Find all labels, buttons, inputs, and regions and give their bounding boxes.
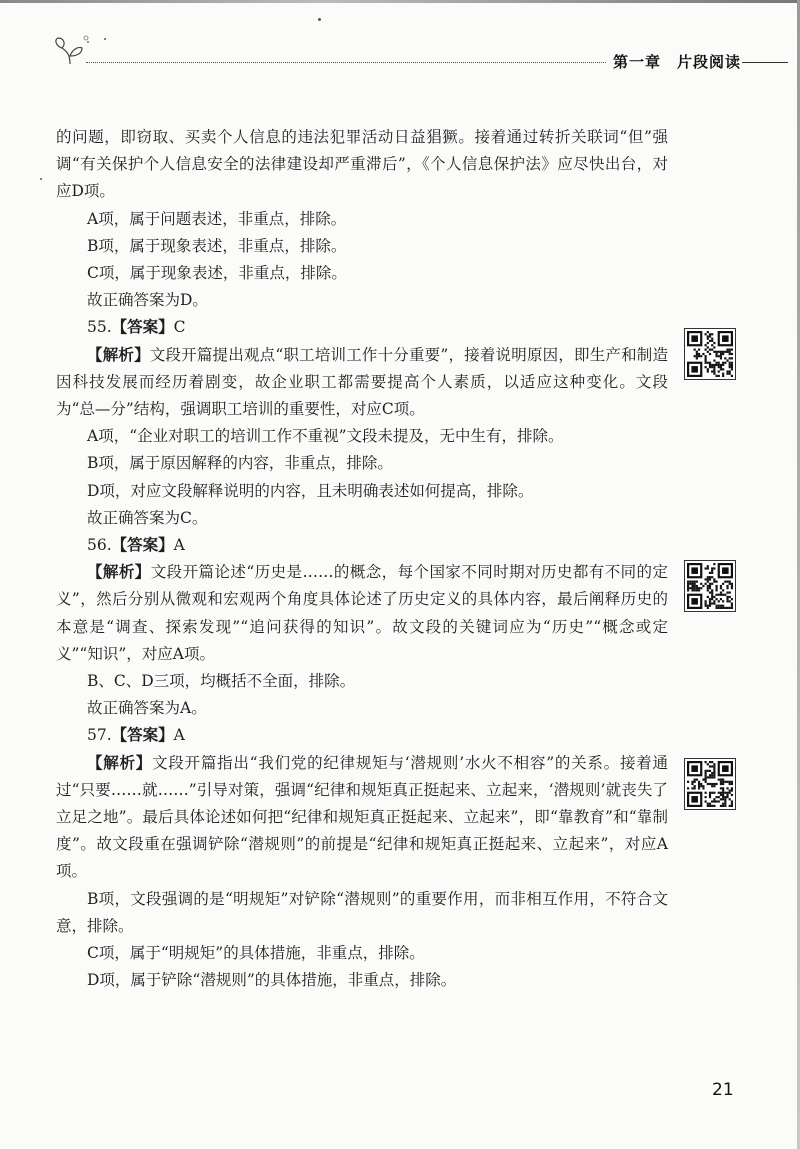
- option-note: B、C、D三项，均概括不全面，排除。: [87, 672, 356, 691]
- chapter-header: [52, 34, 792, 74]
- option-note: C项，属于“明规矩”的具体措施，非重点，排除。: [87, 944, 425, 963]
- question-number: 57.: [87, 726, 112, 745]
- scan-speck: [40, 178, 42, 180]
- qr-code-icon[interactable]: [684, 560, 736, 612]
- analysis-tag: 【解析】: [87, 345, 150, 364]
- scan-speck: [104, 38, 106, 40]
- answer-tag: 【答案】: [111, 318, 174, 337]
- analysis-text: 文段开篇论述“历史是……的概念，每个国家不同时期对历史都有不同的定义”，然后分别从微观和宏观两个角度具体论述了历史定义的具体内容，最后阐释历史的本意是“调查、探索发现”“追问获得的知识”。故文段的关键词应为“历史”“概念或定义”“知识”，对应A项。: [56, 563, 668, 663]
- question-number: 55.: [87, 318, 112, 337]
- qr-code-icon[interactable]: [684, 758, 736, 810]
- option-note: D项，属于铲除“潜规则”的具体措施，非重点，排除。: [87, 971, 457, 990]
- option-note: B项，文段强调的是“明规矩”对铲除“潜规则”的重要作用，而非相互作用，不符合文意，排除。: [56, 889, 668, 935]
- analysis-text: 文段开篇提出观点“职工培训工作十分重要”，接着说明原因，即生产和制造因科技发展而经历着剧变，故企业职工都需要提高个人素质，以适应这种变化。文段为“总—分”结构，强调职工培训的重要性，对应C项。: [56, 345, 668, 419]
- paragraph: 的问题，即窃取、买卖个人信息的违法犯罪活动日益猖獗。接着通过转折关联词“但”强调“有关保护个人信息安全的法律建设却严重滞后”，《个人信息保护法》应尽快出台，对应D项。: [56, 128, 668, 201]
- answer-55: [56, 314, 668, 341]
- option-note: D项，对应文段解释说明的内容，且未明确表述如何提高，排除。: [87, 481, 534, 500]
- conclusion: 故正确答案为A。: [87, 699, 207, 718]
- header-dotted-rule: [86, 62, 646, 63]
- answer-letter: C: [173, 318, 186, 337]
- header-right-rule: [742, 62, 788, 63]
- scan-speck: [318, 18, 321, 21]
- question-number: 56.: [87, 536, 112, 555]
- conclusion: 故正确答案为D。: [87, 291, 208, 310]
- sprout-icon: [52, 34, 92, 70]
- answer-tag: 【答案】: [111, 726, 174, 745]
- option-note: B项，属于现象表述，非重点，排除。: [87, 236, 347, 255]
- answer-letter: A: [173, 536, 185, 555]
- analysis-text: 文段开篇指出“我们党的纪律规矩与‘潜规则’水火不相容”的关系。接着通过“只要……就……”引导对策，强调“纪律和规矩真正挺起来、立起来，‘潜规则’就丧失了立足之地”。最后具体论述如何把“纪律和规矩真正挺起来、立起来”，即“靠教育”和“靠制度”。故文段重在强调铲除“潜规则”的前提是“纪律和规矩真正挺起来、立起来”，对应A项。: [56, 753, 668, 881]
- qr-code-icon[interactable]: [684, 328, 736, 380]
- option-note: B项，属于原因解释的内容，非重点，排除。: [87, 454, 393, 473]
- answer-letter: A: [173, 726, 185, 745]
- option-note: C项，属于现象表述，非重点，排除。: [87, 264, 347, 283]
- page-number: 21: [712, 1080, 734, 1100]
- answer-57: [56, 722, 668, 749]
- chapter-title: 第一章 片段阅读: [607, 51, 747, 72]
- option-note: A项，属于问题表述，非重点，排除。: [87, 209, 347, 228]
- option-note: A项，“企业对职工的培训工作不重视”文段未提及，无中生有，排除。: [87, 427, 564, 446]
- conclusion: 故正确答案为C。: [87, 508, 208, 527]
- answer-56: [56, 532, 668, 559]
- analysis-tag: 【解析】: [87, 753, 153, 772]
- analysis-55: [56, 342, 668, 424]
- answer-tag: 【答案】: [111, 536, 174, 555]
- answer-explanations: [56, 124, 668, 995]
- analysis-57: [56, 750, 668, 886]
- analysis-tag: 【解析】: [87, 563, 151, 582]
- analysis-56: [56, 559, 668, 668]
- page-top-edge: [0, 0, 800, 3]
